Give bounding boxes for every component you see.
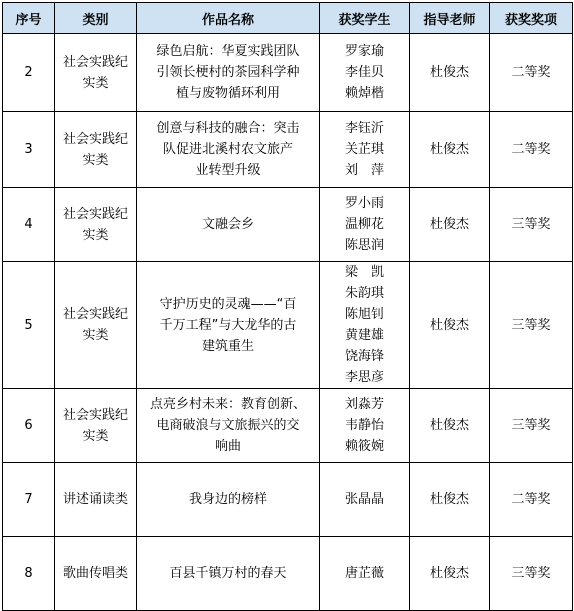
- title-line: 创意与科技的融合：突击: [156, 121, 300, 136]
- title-line: 守护历史的灵魂——“百: [159, 296, 297, 312]
- header-award: 获奖奖项: [490, 3, 573, 34]
- category-line: 实类: [82, 152, 109, 168]
- student-name: 梁 凯: [344, 265, 384, 280]
- student-name: 赖筱婉: [344, 439, 384, 454]
- category-line: 社会实践纪: [62, 54, 128, 70]
- category-line: 讲述诵读类: [62, 492, 128, 507]
- title-line: 电商破浪与文旅振兴的交: [156, 418, 300, 433]
- title-line: 响曲: [214, 439, 241, 454]
- cell-no: 8: [3, 537, 55, 611]
- cell-title: [137, 537, 320, 611]
- cell-award: 三等奖: [490, 389, 573, 463]
- cell-students: [320, 34, 410, 112]
- table-row: [3, 188, 573, 262]
- header-row: [3, 3, 573, 34]
- header-students: 获奖学生: [320, 3, 410, 34]
- student-name: 黄建雄: [344, 328, 384, 343]
- category-line: 实类: [82, 328, 109, 343]
- cell-category: [55, 537, 137, 611]
- cell-teacher: 杜俊杰: [410, 389, 490, 463]
- cell-award: 三等奖: [490, 188, 573, 262]
- student-name: 刘淼芳: [344, 397, 384, 412]
- cell-category: [55, 389, 137, 463]
- title-line: 植与废物循环利用: [175, 86, 280, 101]
- student-name: 赖焯楷: [344, 86, 384, 101]
- cell-teacher: 杜俊杰: [410, 112, 490, 188]
- cell-award: 三等奖: [490, 262, 573, 389]
- header-no: 序号: [3, 3, 55, 34]
- cell-students: [320, 537, 410, 611]
- cell-title: [137, 389, 320, 463]
- title-line: 我身边的榜样: [188, 492, 267, 507]
- cell-title: [137, 188, 320, 262]
- cell-teacher: 杜俊杰: [410, 537, 490, 611]
- category-line: 歌曲传唱类: [62, 566, 128, 581]
- cell-no: 2: [3, 34, 55, 112]
- student-name: 李佳贝: [344, 65, 384, 80]
- category-line: 实类: [82, 227, 109, 243]
- student-name: 饶海锋: [344, 349, 384, 364]
- category-line: 社会实践纪: [62, 131, 128, 147]
- table-row: [3, 34, 573, 112]
- cell-no: 7: [3, 463, 55, 537]
- student-name: 关芷琪: [344, 142, 384, 157]
- student-name: 李思彦: [344, 370, 384, 385]
- cell-teacher: 杜俊杰: [410, 188, 490, 262]
- cell-no: 4: [3, 188, 55, 262]
- category-line: 实类: [82, 428, 109, 444]
- cell-category: [55, 262, 137, 389]
- category-line: 实类: [82, 75, 109, 91]
- cell-title: [137, 262, 320, 389]
- cell-students: [320, 112, 410, 188]
- student-name: 张晶晶: [344, 492, 384, 507]
- student-name: 陈思润: [344, 238, 384, 253]
- cell-award: 二等奖: [490, 463, 573, 537]
- student-name: 罗家瑜: [344, 44, 384, 59]
- cell-no: 6: [3, 389, 55, 463]
- student-name: 韦静怡: [344, 418, 384, 433]
- cell-award: 二等奖: [490, 34, 573, 112]
- cell-students: [320, 389, 410, 463]
- cell-students: [320, 188, 410, 262]
- category-line: 社会实践纪: [62, 407, 128, 423]
- title-line: 业转型升级: [195, 163, 261, 178]
- title-line: 百县千镇万村的春天: [169, 566, 287, 581]
- table-row: [3, 463, 573, 537]
- cell-title: [137, 34, 320, 112]
- awards-table: [2, 2, 573, 611]
- table-row: [3, 262, 573, 389]
- title-line: 文融会乡: [201, 217, 254, 232]
- header-teacher: 指导老师: [410, 3, 490, 34]
- category-line: 社会实践纪: [62, 307, 128, 322]
- cell-students: [320, 262, 410, 389]
- cell-teacher: 杜俊杰: [410, 262, 490, 389]
- table-row: [3, 537, 573, 611]
- cell-title: [137, 112, 320, 188]
- cell-category: [55, 112, 137, 188]
- student-name: 唐芷薇: [344, 566, 384, 581]
- title-line: 建筑重生: [201, 338, 254, 354]
- title-line: 绿色启航：华夏实践团队: [156, 44, 300, 59]
- student-name: 刘 萍: [344, 163, 384, 178]
- title-line: 千万工程”与大龙华的古: [159, 317, 297, 333]
- table-body: [3, 34, 573, 611]
- title-line: 队促进北溪村农文旅产: [162, 142, 293, 157]
- title-line: 引领长梗村的茶园科学种: [156, 65, 300, 80]
- cell-no: 5: [3, 262, 55, 389]
- cell-teacher: 杜俊杰: [410, 34, 490, 112]
- category-line: 社会实践纪: [62, 206, 128, 222]
- cell-teacher: 杜俊杰: [410, 463, 490, 537]
- cell-award: 三等奖: [490, 537, 573, 611]
- table-row: [3, 389, 573, 463]
- student-name: 罗小雨: [344, 196, 384, 211]
- table-row: [3, 112, 573, 188]
- cell-category: [55, 463, 137, 537]
- student-name: 温柳花: [344, 217, 384, 232]
- student-name: 李钰沂: [344, 121, 384, 136]
- student-name: 陈旭钊: [344, 307, 384, 322]
- cell-award: 二等奖: [490, 112, 573, 188]
- header-category: 类别: [55, 3, 137, 34]
- table-header: [3, 3, 573, 34]
- title-line: 点亮乡村未来：教育创新、: [149, 397, 306, 412]
- header-title: 作品名称: [137, 3, 320, 34]
- cell-category: [55, 34, 137, 112]
- cell-students: [320, 463, 410, 537]
- cell-category: [55, 188, 137, 262]
- cell-title: [137, 463, 320, 537]
- cell-no: 3: [3, 112, 55, 188]
- student-name: 朱韵琪: [344, 286, 384, 301]
